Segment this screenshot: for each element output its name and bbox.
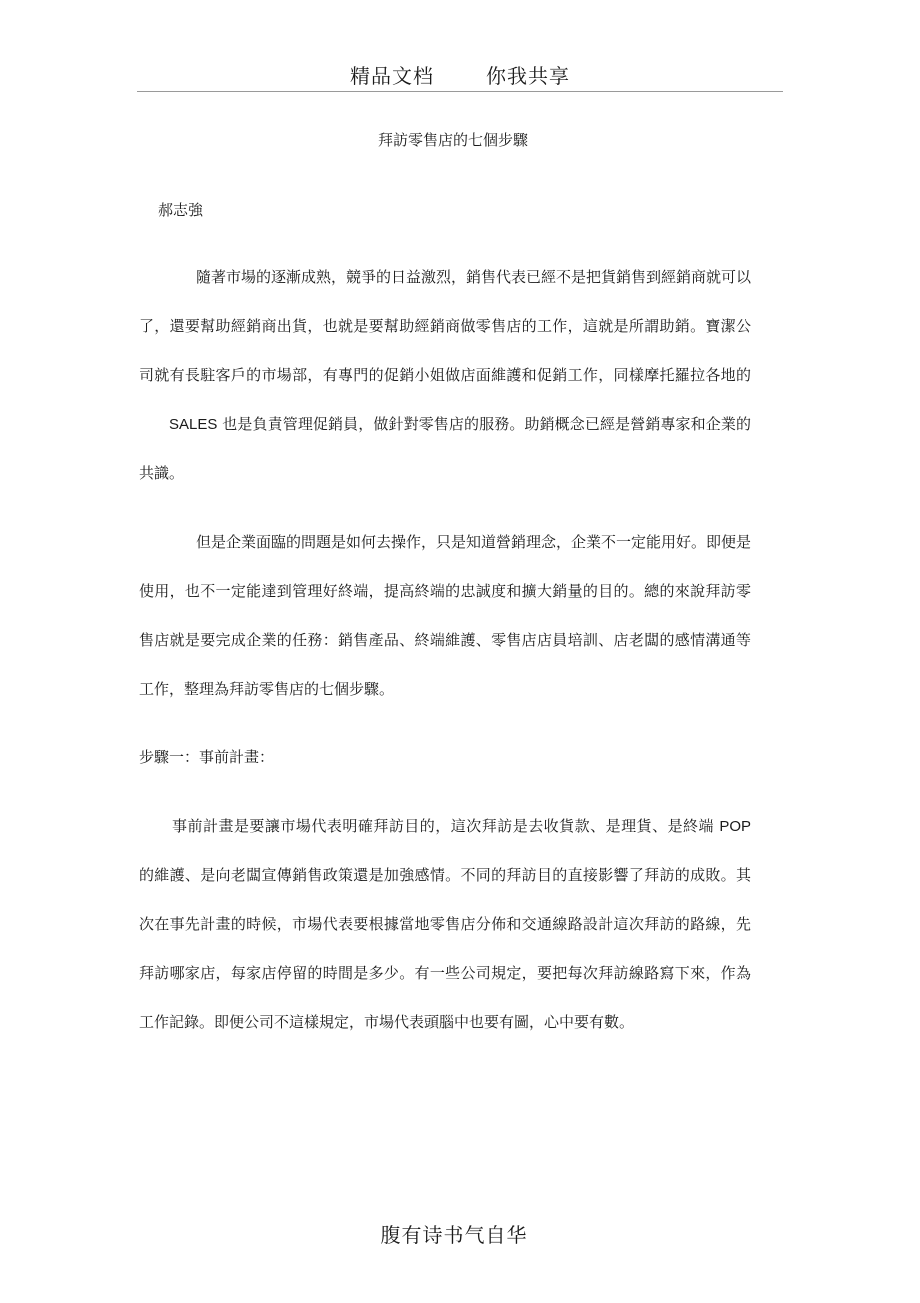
author-name: 郝志強 <box>158 201 204 219</box>
sales-word: SALES <box>169 416 218 433</box>
paragraph-intro <box>139 253 751 498</box>
page-footer: 腹有诗书气自华 <box>380 1223 528 1247</box>
header-left-text: 精品文档 <box>350 64 434 88</box>
header-divider <box>137 91 783 92</box>
document-title: 拜訪零售店的七個步驟 <box>377 131 528 149</box>
header-right-text: 你我共享 <box>486 64 570 88</box>
paragraph-intro-text-a: 隨著市場的逐漸成熟，競爭的日益激烈，銷售代表已經不是把貨銷售到經銷商就可以了，還要幫助經銷商出貨，也就是要幫助經銷商做零售店的工作，這就是所謂助銷。寶潔公司就有長駐客戶的市場部，有專門的促銷小姐做店面維護和促銷工作，同樣摩托羅拉各地的 <box>139 268 752 384</box>
paragraph-step1-text-a: 事前計畫是要讓市場代表明確拜訪目的，這次拜訪是去收貨款、是理貨、是終端 <box>172 817 715 835</box>
paragraph-step1 <box>139 802 751 1047</box>
page-header <box>137 60 783 89</box>
paragraph-step1-text-b: 的維護、是向老闆宣傳銷售政策還是加強感情。不同的拜訪目的直接影響了拜訪的成敗。其次在事先計畫的時候，市場代表要根據當地零售店分佈和交通線路設計這次拜訪的路線，先拜訪哪家店，每家店停留的時間是多少。有一些公司規定，要把每次拜訪線路寫下來，作為工作記錄。即便公司不這樣規定，市場代表頭腦中也要有圖，心中要有數。 <box>139 866 751 1031</box>
step1-heading: 步驟一：事前計畫： <box>139 748 275 766</box>
pop-word: POP <box>719 818 751 835</box>
paragraph-intro-text-b: 也是負責管理促銷員，做針對零售店的服務。助銷概念已經是營銷專家和企業的共識。 <box>139 415 751 482</box>
paragraph-problem: 但是企業面臨的問題是如何去操作，只是知道營銷理念，企業不一定能用好。即便是使用，也不一定能達到管理好終端，提高終端的忠誠度和擴大銷量的目的。總的來說拜訪零售店就是要完成企業的任務：銷售產品、終端維護、零售店店員培訓、店老闆的感情溝通等工作，整理為拜訪零售店的七個步驟。 <box>139 533 752 698</box>
